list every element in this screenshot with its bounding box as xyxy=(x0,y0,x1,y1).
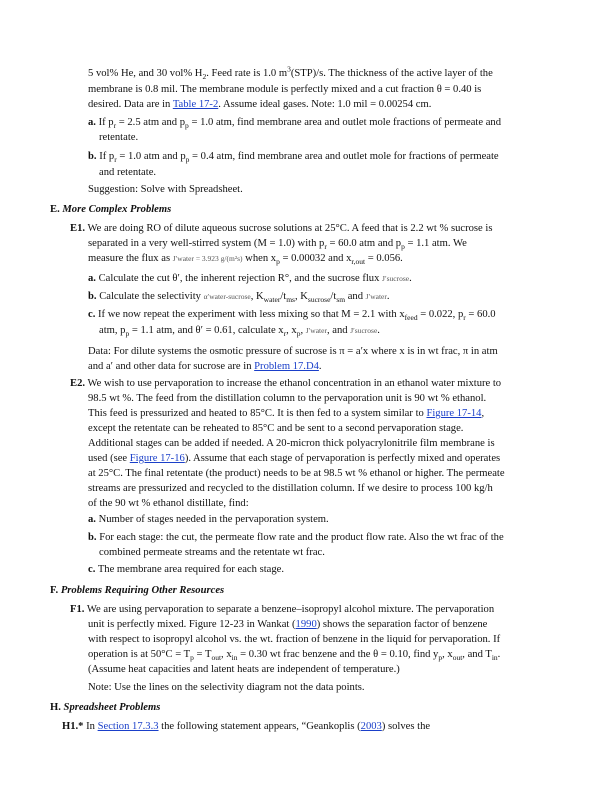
problem-f1: F1. We are using pervaporation to separate a benzene–isopropyl alcohol mixture. The pervaporation xyxy=(70,604,495,615)
flux-formula: J′water = 3.923 g/(m²s) xyxy=(172,254,243,263)
text-line: operation is at $50^\circ C = T_p = T_{out}$, $x_{in} = 0.30$ wt frac benzene and the θ = 0.10, find $y_p$, $x_{out}$, and $T_{in}$. xyxy=(88,649,501,663)
part-c: c. If we now repeat the experiment with less mixing so that M = 2.1 with $x_{feed} = 0.022$, $p_r = 60.0$ xyxy=(88,309,496,323)
text-line: membrane is 0.8 mil. The membrane module is perfectly mixed and a cut fraction θ = 0.40 is xyxy=(88,84,482,95)
part-a: a. Calculate the cut θ′, the inherent rejection R°, and the sucrose flux J′sucrose. xyxy=(88,273,412,284)
text-line: and retentate. xyxy=(99,167,157,178)
text-line: combined permeate streams and the retentate wt frac. xyxy=(99,547,325,558)
text-line: used (see Figure 17-16). Assume that each stage of pervaporation is perfectly mixed and operates xyxy=(88,453,501,464)
problem-e2: E2. We wish to use pervaporation to increase the ethanol concentration in an ethanol water mixture to xyxy=(70,378,502,389)
text-line: measure the flux as J′water = 3.923 g/(m²s) when $x_p = 0.00032$ and $x_{r,out} = 0.056$. xyxy=(88,253,403,267)
text-line: retentate. xyxy=(99,132,139,143)
wankat-1990-link[interactable]: 1990 xyxy=(295,619,317,630)
part-c: c. The membrane area required for each stage. xyxy=(88,564,284,575)
section-h-heading: H. Spreadsheet Problems xyxy=(50,702,161,713)
problem-17-d4-link[interactable]: Problem 17.D4 xyxy=(254,361,319,372)
text-line: 98.5 wt %. The feed from the distillation column to the pervaporation unit is 90 wt % ethanol. xyxy=(88,393,487,404)
text-line: Additional stages can be added if needed. A 20-micron thick polyacrylonitrile film membrane is xyxy=(88,438,495,449)
data-note: Data: For dilute systems the osmotic pressure of sucrose is π = a′x where x is in wt frac, π in atm xyxy=(88,346,498,357)
text-line: at 25°C. The final retentate (the product) needs to be at 98.5 wt % ethanol or higher. The permeate xyxy=(88,468,505,479)
note: Note: Use the lines on the selectivity diagram not the data points. xyxy=(88,682,365,693)
table-17-2-link[interactable]: Table 17-2 xyxy=(172,99,219,110)
text-line: atm, $p_p = 1.1$ atm, and θ′ = 0.61, calculate $x_r$, $x_p$, J′water, and J′sucrose. xyxy=(99,325,380,339)
text-line: with respect to isopropyl alcohol vs. the wt. fraction of benzene in the liquid for pervaporation. If xyxy=(88,634,501,645)
text-line: (Assume heat capacities and latent heats are independent of temperature.) xyxy=(88,664,400,675)
text-line: and a′ and other data for sucrose are in Problem 17.D4. xyxy=(88,361,322,372)
geankoplis-2003-link[interactable]: 2003 xyxy=(360,721,382,732)
section-f-heading: F. Problems Requiring Other Resources xyxy=(50,585,225,596)
figure-17-14-link[interactable]: Figure 17-14 xyxy=(426,408,482,419)
problem-h1: H1.* In Section 17.3.3 the following statement appears, “Geankoplis (2003) solves the xyxy=(62,721,431,732)
part-b: b. Calculate the selectivity α′water-sucrose, $K_{water}/t_{ms}$, $K_{sucrose}/t_{sm}$ and J′water. xyxy=(88,291,390,305)
text-line: of the 90 wt % ethanol distillate, find: xyxy=(88,498,249,509)
text-line: streams are pressurized and recycled to the distillation column. If we desire to process 100 kg/h xyxy=(88,483,493,494)
text-line: unit is perfectly mixed. Figure 12-23 in Wankat (1990) shows the separation factor of benzene xyxy=(88,619,488,630)
part-a: a. Number of stages needed in the pervaporation system. xyxy=(88,514,329,525)
text-line: except the retentate can be reheated to 85°C and be sent to a second pervaporation stage. xyxy=(88,423,464,434)
part-b: b. For each stage: the cut, the permeate flow rate and the product flow rate. Also the wt frac of the xyxy=(88,532,504,543)
part-b: b. If $p_r = 1.0$ atm and $p_p = 0.4$ atm, find membrane area and outlet mole for fractions of permeate xyxy=(88,151,499,165)
suggestion: Suggestion: Solve with Spreadsheet. xyxy=(88,184,243,195)
section-17-3-3-link[interactable]: Section 17.3.3 xyxy=(97,721,159,732)
text-line: desired. Data are in Table 17-2. Assume ideal gases. Note: 1.0 mil = 0.00254 cm. xyxy=(88,99,432,110)
part-a: a. If $p_r = 2.5$ atm and $p_p = 1.0$ atm, find membrane area and outlet mole fractions of permeate and xyxy=(88,117,501,131)
text-line: separated in a very well-stirred system (M = 1.0) with $p_r = 60.0$ atm and $p_p = 1.1$ atm. We xyxy=(88,238,467,252)
problem-e1: E1. We are doing RO of dilute aqueous sucrose solutions at 25°C. A feed that is 2.2 wt % sucrose is xyxy=(70,223,493,234)
text-line: This feed is pressurized and heated to 85°C. It is then fed to a system similar to Figure 17-14, xyxy=(88,408,485,419)
section-e-heading: E. More Complex Problems xyxy=(50,204,172,215)
figure-17-16-link[interactable]: Figure 17-16 xyxy=(129,453,185,464)
text-line: 5 vol% He, and 30 vol% $H_2$. Feed rate is 1.0 $m^3(STP)/s$. The thickness of the active layer of the xyxy=(88,64,493,82)
